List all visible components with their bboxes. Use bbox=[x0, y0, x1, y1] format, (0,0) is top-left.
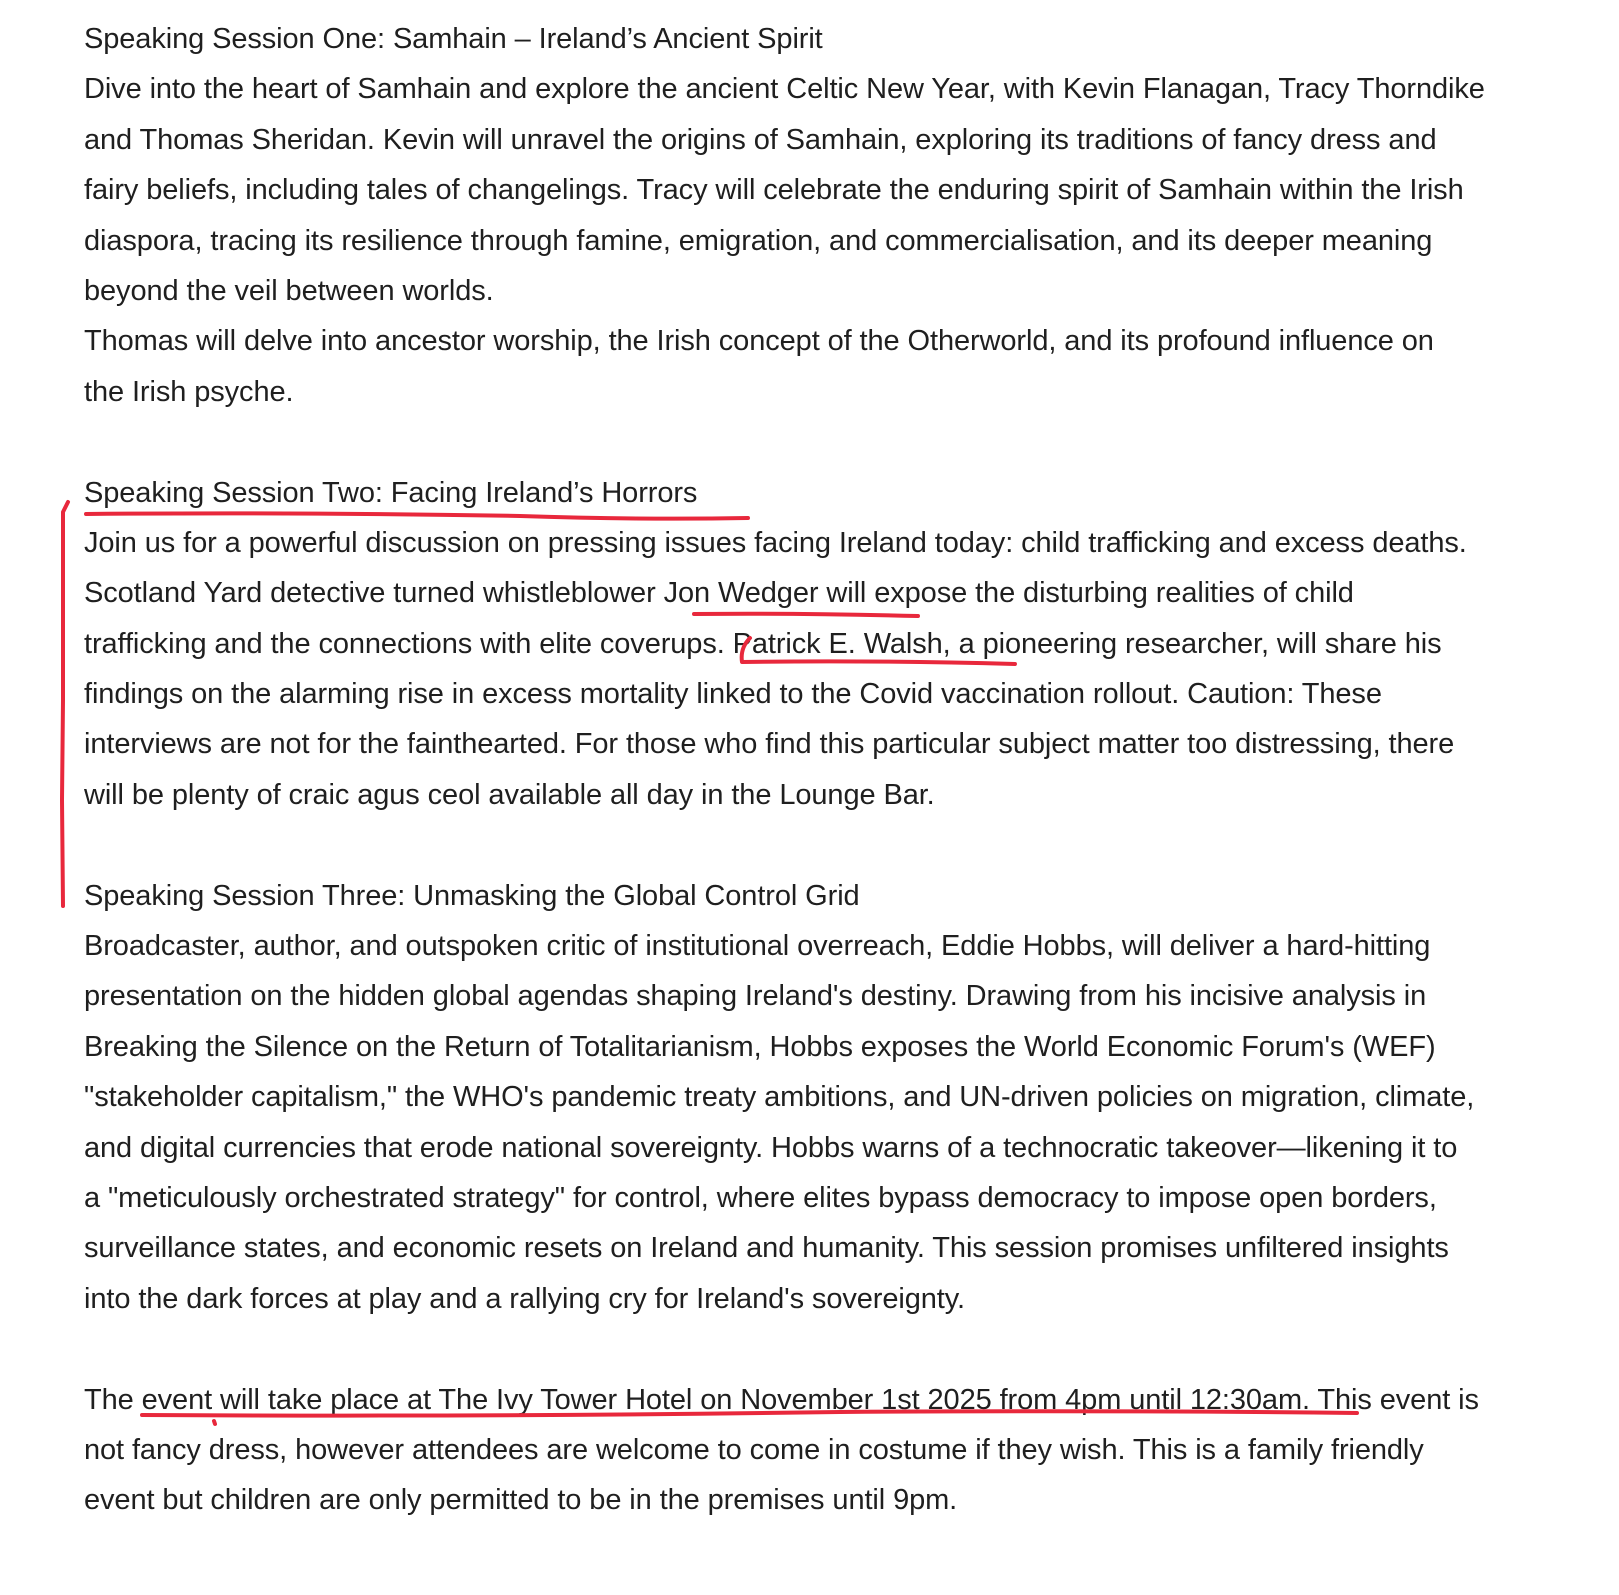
session-two-line: interviews are not for the fainthearted. For those who find this particular subject matter too distressing, there bbox=[84, 728, 1455, 761]
session-two-line: Join us for a powerful discussion on pressing issues facing Ireland today: child trafficking and excess deaths. bbox=[84, 526, 1467, 559]
session-one bbox=[84, 14, 1564, 417]
session-two-line: findings on the alarming rise in excess mortality linked to the Covid vaccination rollout. Caution: These bbox=[84, 678, 1382, 711]
session-two-line: trafficking and the connections with elite coverups. Patrick E. Walsh, a pioneering researcher, will share his bbox=[84, 627, 1442, 660]
session-one-line: beyond the veil between worlds. bbox=[84, 274, 494, 307]
event-info bbox=[84, 1375, 1564, 1526]
session-two bbox=[84, 468, 1564, 821]
event-info-line: not fancy dress, however attendees are welcome to come in costume if they wish. This is a family friendly bbox=[84, 1433, 1424, 1466]
session-three-line: into the dark forces at play and a rallying cry for Ireland's sovereignty. bbox=[84, 1282, 965, 1315]
session-three-line: and digital currencies that erode national sovereignty. Hobbs warns of a technocratic takeover—likening it to bbox=[84, 1131, 1458, 1164]
paragraph-gap bbox=[84, 1324, 1564, 1374]
session-three-line: surveillance states, and economic resets on Ireland and humanity. This session promises unfiltered insights bbox=[84, 1232, 1449, 1265]
session-one-line: Dive into the heart of Samhain and explore the ancient Celtic New Year, with Kevin Flanagan, Tracy Thorndike bbox=[84, 73, 1485, 106]
session-three-line: presentation on the hidden global agendas shaping Ireland's destiny. Drawing from his incisive analysis in bbox=[84, 980, 1427, 1013]
session-three-line: "stakeholder capitalism," the WHO's pandemic treaty ambitions, and UN-driven policies on migration, climate, bbox=[84, 1081, 1475, 1114]
session-three-line: a "meticulously orchestrated strategy" for control, where elites bypass democracy to impose open borders, bbox=[84, 1181, 1437, 1214]
session-one-line: Thomas will delve into ancestor worship, the Irish concept of the Otherworld, and its profound influence on bbox=[84, 325, 1434, 358]
session-two-title: Speaking Session Two: Facing Ireland’s Horrors bbox=[84, 476, 698, 509]
event-info-line: The event will take place at The Ivy Tower Hotel on November 1st 2025 from 4pm until 12:30am. This event is bbox=[84, 1383, 1479, 1416]
session-one-line: and Thomas Sheridan. Kevin will unravel the origins of Samhain, exploring its traditions of fancy dress and bbox=[84, 123, 1437, 156]
session-three bbox=[84, 871, 1564, 1325]
session-three-line: Breaking the Silence on the Return of Totalitarianism, Hobbs exposes the World Economic Forum's (WEF) bbox=[84, 1030, 1436, 1063]
session-three-title: Speaking Session Three: Unmasking the Global Control Grid bbox=[84, 879, 860, 912]
session-two-line: will be plenty of craic agus ceol available all day in the Lounge Bar. bbox=[84, 778, 935, 811]
session-two-line: Scotland Yard detective turned whistleblower Jon Wedger will expose the disturbing realities of child bbox=[84, 577, 1354, 610]
margin-bracket-mark bbox=[62, 502, 68, 906]
session-one-title: Speaking Session One: Samhain – Ireland’s Ancient Spirit bbox=[84, 23, 823, 55]
event-info-line: event but children are only permitted to be in the premises until 9pm. bbox=[84, 1484, 958, 1517]
session-one-line: the Irish psyche. bbox=[84, 375, 294, 408]
session-one-line: fairy beliefs, including tales of changelings. Tracy will celebrate the enduring spirit of Samhain within the Irish bbox=[84, 174, 1464, 207]
paragraph-gap bbox=[84, 820, 1564, 870]
session-one-line: diaspora, tracing its resilience through famine, emigration, and commercialisation, and its deeper meaning bbox=[84, 224, 1433, 257]
session-three-line: Broadcaster, author, and outspoken critic of institutional overreach, Eddie Hobbs, will deliver a hard-hitting bbox=[84, 930, 1431, 963]
document-body bbox=[84, 14, 1564, 1526]
paragraph-gap bbox=[84, 417, 1564, 467]
